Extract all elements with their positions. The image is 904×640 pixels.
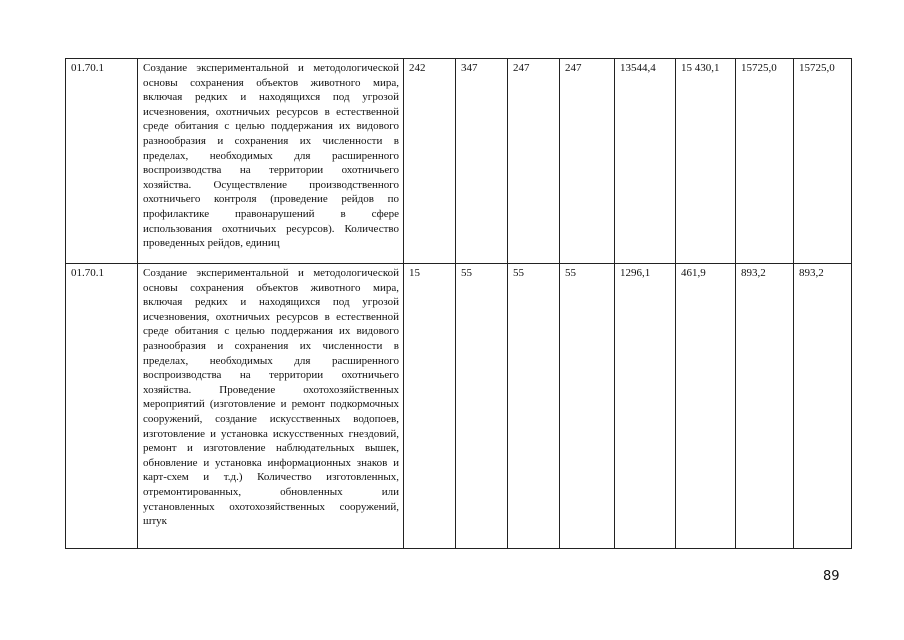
row-amount-4: 15725,0 (794, 59, 852, 264)
row-value-4: 247 (560, 59, 615, 264)
row-value-1: 242 (404, 59, 456, 264)
row-value-3: 55 (508, 264, 560, 549)
row-amount-2: 15 430,1 (676, 59, 736, 264)
row-value-4: 55 (560, 264, 615, 549)
row-amount-1: 1296,1 (615, 264, 676, 549)
row-amount-3: 893,2 (736, 264, 794, 549)
row-code: 01.70.1 (66, 59, 138, 264)
row-description: Создание экспериментальной и методологической основы сохранения объектов животного мира, включая редких и находящихся под угрозой исчезновения, охотничьих ресурсов в естественной среде обитания с целью поддержания их видового разнообразия и сохранения их численности в пределах, необходимых для расширенного воспроизводства на территории охотничьего хозяйства. Проведение охотохозяйственных мероприятий (изготовление и ремонт подкормочных сооружений, создание искусственных водопоев, изготовление и установка искусственных гнездовий, ремонт и изготовление наблюдательных вышек, обновление и установка информационных знаков и карт-схем и т.д.) Количество изготовленных, отремонтированных, обновленных или установленных охотохозяйственных сооружений, штук (138, 264, 404, 549)
page-number: 89 (823, 569, 840, 584)
row-value-2: 347 (456, 59, 508, 264)
table-row (66, 264, 852, 549)
row-value-3: 247 (508, 59, 560, 264)
data-table (65, 58, 852, 549)
row-value-2: 55 (456, 264, 508, 549)
row-amount-2: 461,9 (676, 264, 736, 549)
table-row (66, 59, 852, 264)
row-value-1: 15 (404, 264, 456, 549)
row-amount-1: 13544,4 (615, 59, 676, 264)
row-amount-4: 893,2 (794, 264, 852, 549)
row-code: 01.70.1 (66, 264, 138, 549)
row-amount-3: 15725,0 (736, 59, 794, 264)
row-description: Создание экспериментальной и методологической основы сохранения объектов животного мира, включая редких и находящихся под угрозой исчезновения, охотничьих ресурсов в естественной среде обитания с целью поддержания их видового разнообразия и сохранения их численности в пределах, необходимых для расширенного воспроизводства на территории охотничьего хозяйства. Осуществление производственного охотничьего контроля (проведение рейдов по профилактике правонарушений в сфере использования охотничьих ресурсов). Количество проведенных рейдов, единиц (138, 59, 404, 264)
